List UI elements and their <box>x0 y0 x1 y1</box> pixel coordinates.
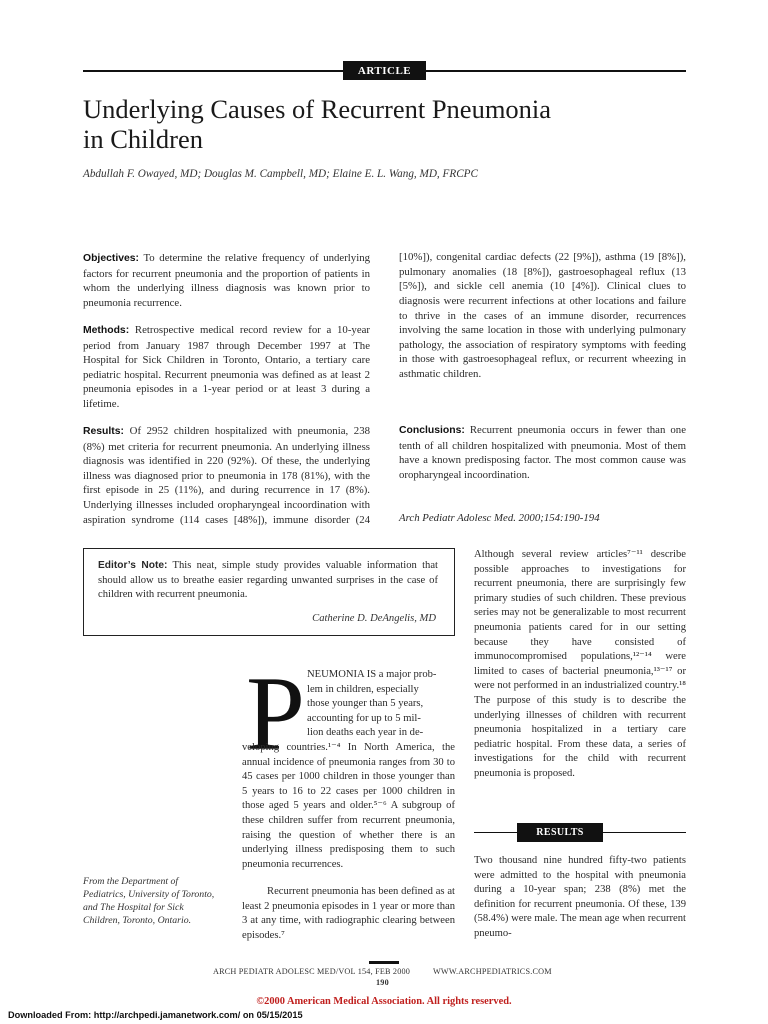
objectives-text: To determine the relative frequency of underlying factors for recurrent pneumonia and the proportion of patients in whom the underlying illness diagnosis was known prior to pneumonia recurrence. <box>83 252 370 309</box>
results-paragraph: Two thousand nine hundred fifty-two patients were admitted to the hospital with pneumonia during a 10-year span; 238 (8%) met the definition for recurrent pneumonia. Of these, 139 (58.4%) were male. The mean age when recurrent pneumo- <box>474 855 686 939</box>
abstract-methods <box>83 323 370 412</box>
objectives-label: Objectives: <box>83 253 140 264</box>
editors-note-label: Editor’s Note: <box>98 560 168 571</box>
intro-line-1: NEUMONIA IS a major prob- <box>307 669 437 680</box>
abstract-objectives <box>83 251 370 310</box>
top-rule-right <box>426 70 686 72</box>
footer-journal: ARCH PEDIATR ADOLESC MED/VOL 154, FEB 2000 <box>213 967 411 976</box>
editors-note-signature: Catherine D. DeAngelis, MD <box>312 613 436 624</box>
definition-paragraph: Recurrent pneumonia has been defined as at least 2 pneumonia episodes in 1 year or more than 3 at any time, with radiographic clearing between episodes.⁷ <box>242 886 455 941</box>
methods-label: Methods: <box>83 325 130 336</box>
article-title <box>83 94 643 154</box>
author-affiliation: From the Department of Pediatrics, University of Toronto, and The Hospital for Sick Children, Toronto, Ontario. <box>83 876 215 926</box>
editors-note-text-block <box>98 559 438 603</box>
journal-citation: Arch Pediatr Adolesc Med. 2000;154:190-194 <box>399 512 600 524</box>
intro-line-2: lem in children, especially <box>307 683 419 695</box>
title-line-1: Underlying Causes of Recurrent Pneumonia <box>83 94 552 124</box>
background-paragraph: Although several review articles⁷⁻¹¹ describe possible approaches to investigations for recurrent pneumonia, there are surprisingly few primary studies of such children. These previous series may not be generalizable to most recurrent pneumonia patients cared for in our setting because they have consisted of immunocompromised populations,¹²⁻¹⁴ were limited to cases of bacterial pneumonia,¹³⁻¹⁷ or were not performed in an industrialized country.¹⁸ The purpose of this study is to describe the underlying illnesses of children with recurrent pneumonia hospitalized in a tertiary care pediatric hospital. From these data, a series of investigations for the child with recurrent pneumonia is proposed. <box>474 549 686 779</box>
intro-line-5: lion deaths each year in de- <box>307 727 424 739</box>
results-heading: RESULTS <box>517 823 603 842</box>
section-tag: ARTICLE <box>343 61 426 80</box>
intro-first-lines <box>307 668 455 741</box>
top-rule-left <box>83 70 343 72</box>
copyright-notice: ©2000 American Medical Association. All rights reserved. <box>256 996 512 1007</box>
intro-line-4: accounting for up to 5 mil- <box>307 712 421 724</box>
intro-line-3: those younger than 5 years, <box>307 698 424 710</box>
footer-page-marker <box>369 961 399 964</box>
download-note: Downloaded From: http://archpedi.jamanetwork.com/ on 05/15/2015 <box>8 1010 303 1020</box>
author-list: Abdullah F. Owayed, MD; Douglas M. Campbell, MD; Elaine E. L. Wang, MD, FRCPC <box>83 168 478 180</box>
editors-note-text: This neat, simple study provides valuable information that should allow us to breathe easier regarding unwanted surprises in the case of children with recurrent pneumonia. <box>98 560 439 600</box>
page-number: 190 <box>376 978 389 987</box>
editors-note-box <box>83 548 455 636</box>
results-text: Of 2952 children hospitalized with pneumonia, 238 (8%) met criteria for recurrent pneumonia. An underlying illness diagnosis was identified in 220 (92%). Of these, the underlying illness was diagnosed prior to pneumonia in 178 (81%), with the first episode in 25 (11%), and during recurrence in 17 (8%). Underlying illnesses included oropharyngeal incoordination with aspiration syndrome (114 cases [48%]), immune disorder (24 <box>83 425 370 526</box>
methods-text: Retrospective medical record review for a 10-year period from January 1987 through December 1997 at The Hospital for Sick Children in Toronto, Ontario, a tertiary care pediatric hospital. Recurrent pneumonia was defined as at least 2 pneumonia episodes in a 1-year period or at least 3 during a lifetime. <box>83 324 371 410</box>
conclusions-text: Recurrent pneumonia occurs in fewer than one tenth of all children hospitalized with pneumonia. Most of them have a known predisposing factor. The most common cause was oropharyngeal incoordination. <box>399 424 686 481</box>
results-rule-left <box>474 832 517 833</box>
footer-website: WWW.ARCHPEDIATRICS.COM <box>433 967 552 976</box>
conclusions-label: Conclusions: <box>399 425 465 436</box>
results-label: Results: <box>83 426 124 437</box>
results-rule-right <box>603 832 686 833</box>
drop-cap: P <box>246 655 305 772</box>
abstract-results-col2 <box>399 251 686 412</box>
abstract-conclusions <box>399 423 686 482</box>
results-text-col2: [10%]), congenital cardiac defects (22 [9%]), asthma (19 [8%]), pulmonary anomalies (18 [8%]), gastroesophageal reflux (13 [5%]), and sickle cell anemia (10 [4%]). Clinical clues to diagnosis were recurrent infections at other locations and failure to thrive in the cases of an immune disorder, recurrences involving the same location in those with underlying pulmonary pathology, the association of respiratory symptoms with feeding in those with gastroesophageal reflux, or recurrent wheezing in asthmatic children. <box>399 251 686 380</box>
abstract-results <box>83 424 370 528</box>
title-line-2: in Children <box>83 124 203 154</box>
intro-paragraph: veloping countries.¹⁻⁴ In North America, the annual incidence of pneumonia ranges from 30 to 45 cases per 1000 children in those younger than 5 years to 16 to 22 cases per 1000 children in those aged 5 years and older.⁵⁻⁶ A subgroup of these children suffer from recurrent pneumonia, raising the question of whether there is an underlying illness predisposing them to such pneumonia recurrences. <box>242 742 455 870</box>
